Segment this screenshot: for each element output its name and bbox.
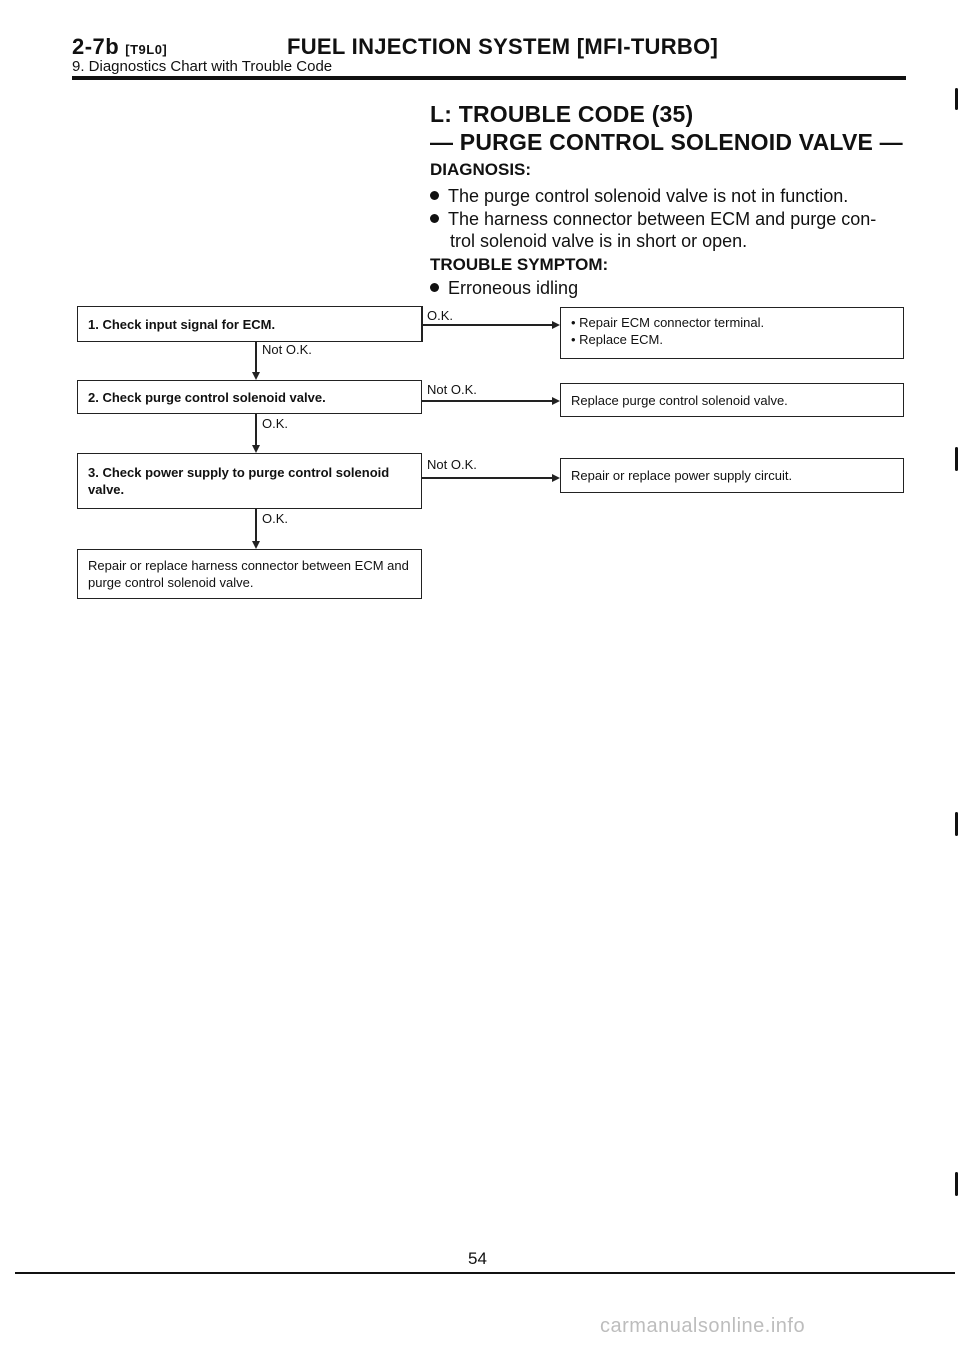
diagnosis-item-text: The purge control solenoid valve is not in function. [448,186,849,206]
margin-mark [955,88,958,110]
diagnosis-item-continuation: trol solenoid valve is in short or open. [450,231,748,251]
margin-mark [955,812,958,836]
diagnosis-item-text: The harness connector between ECM and purge con- [448,209,877,229]
down-label-3: O.K. [262,511,289,526]
bullet-icon [430,191,439,200]
connector-side-3 [421,477,552,479]
flow-step-2: 2. Check purge control solenoid valve. [77,380,422,414]
connector-side-2 [421,400,552,402]
symptom-item-text: Erroneous idling [448,278,579,298]
page-title: FUEL INJECTION SYSTEM [MFI-TURBO] [287,34,719,59]
connector-down-2 [255,414,257,445]
flow-step-3: 3. Check power supply to purge control solenoid valve. [77,453,422,509]
diagnosis-item [430,208,910,252]
side-label-3: Not O.K. [427,457,477,472]
diagnosis-label: DIAGNOSIS: [430,160,532,179]
section-title [430,100,903,156]
down-label-1: Not O.K. [262,342,312,357]
connector-side-1 [421,324,552,326]
connector-down-1 [255,342,257,372]
margin-mark [955,1172,958,1196]
connector-down-3 [255,509,257,541]
page-number: 54 [468,1249,487,1268]
arrow-down-icon [252,372,260,380]
header-divider [72,76,906,80]
section-title-line1: L: TROUBLE CODE (35) [430,101,694,127]
result-line: • Repair ECM connector terminal. [571,315,765,330]
section-ref: [T9L0] [125,42,168,57]
flow-result-3: Repair or replace power supply circuit. [560,458,904,493]
symptom-label: TROUBLE SYMPTOM: [430,255,609,274]
section-code [72,34,167,60]
bullet-icon [430,283,439,292]
section-title-line2: — PURGE CONTROL SOLENOID VALVE — [430,129,903,155]
arrow-down-icon [252,541,260,549]
bullet-icon [430,214,439,223]
arrow-right-icon [552,321,560,329]
footer-divider [15,1272,955,1274]
flow-result-1 [560,307,904,359]
arrow-right-icon [552,397,560,405]
diagnosis-item [430,185,910,207]
side-label-2: Not O.K. [427,382,477,397]
arrow-right-icon [552,474,560,482]
flow-step-final: Repair or replace harness connector between ECM and purge control solenoid valve. [77,549,422,599]
side-label-1: O.K. [427,308,454,323]
symptom-item [430,277,910,299]
result-line: • Replace ECM. [571,332,663,347]
down-label-2: O.K. [262,416,289,431]
arrow-down-icon [252,445,260,453]
watermark: carmanualsonline.info [600,1315,806,1337]
page-subtitle: 9. Diagnostics Chart with Trouble Code [72,58,333,75]
margin-mark [955,447,958,471]
section-code-number: 2-7b [72,34,120,59]
flow-step-1: 1. Check input signal for ECM. [77,306,422,342]
flow-result-2: Replace purge control solenoid valve. [560,383,904,417]
